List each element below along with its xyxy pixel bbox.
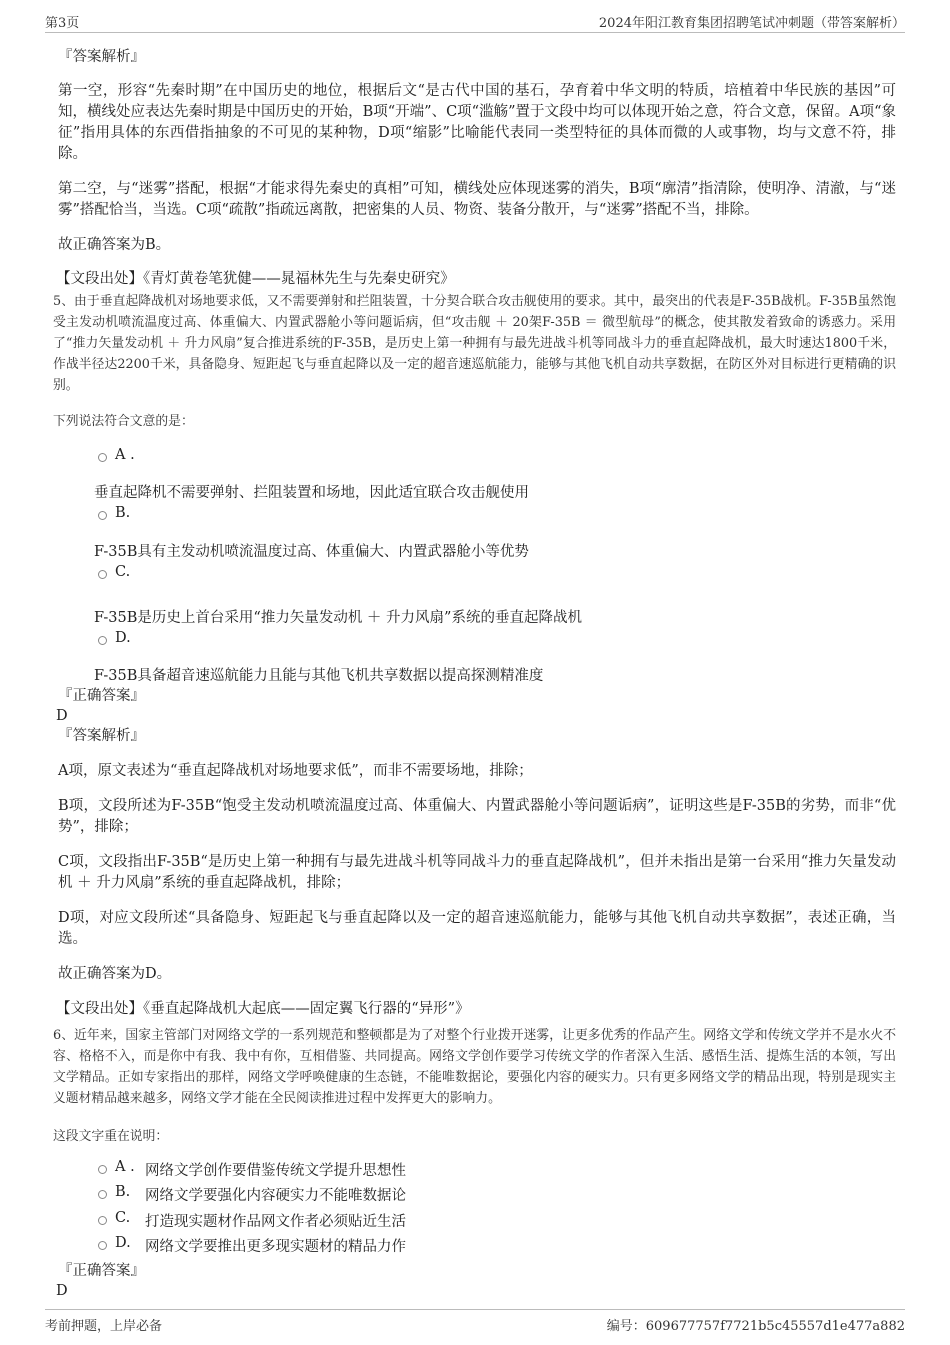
option-label: C. [115,1210,131,1226]
option-label: D. [115,1235,131,1251]
q4-conclusion: 故正确答案为B。 [58,237,171,253]
radio-icon[interactable] [98,1216,107,1225]
q5-analysis-d: D项，对应文段所述“具备隐身、短距起飞与垂直起降以及一定的超音速巡航能力，能够与其他飞机自动共享数据”，表述正确，当选。 [58,910,896,947]
option-text: 网络文学创作要借鉴传统文学提升思想性 [145,1163,406,1179]
option-label: A . [115,447,135,463]
q6-option-c[interactable] [56,1210,896,1230]
page-footer [45,1309,905,1340]
q6-option-a[interactable] [56,1159,896,1179]
q5-analysis-a: A项，原文表述为“垂直起降战机对场地要求低”，而非不需要场地，排除； [58,763,533,779]
document-title: 2024年阳江教育集团招聘笔试冲刺题（带答案解析） [598,16,905,31]
option-label: B. [115,1184,131,1200]
option-label: A . [115,1159,135,1175]
q5-options [56,447,896,686]
page-number: 第3页 [45,16,80,31]
q6-answer-label: 『正确答案』 [58,1263,145,1279]
q5-prompt: 下列说法符合文意的是： [53,414,194,429]
q5-question-text: 5、由于垂直起降战机对场地要求低，又不需要弹射和拦阻装置，十分契合联合攻击舰使用的要求。其中，最突出的代表是F-35B战机。F-35B虽然饱受主发动机喷流温度过高、体重偏大、内置武器舱小等问题诟病，但“攻击舰 ＋ 20架F-35B ＝ 微型航母”的概念，使其散发着致命的诱惑力。采用了“推力矢量发动机 ＋ 升力风扇”复合推进系统的F-35B，是历史上第一种拥有与最先进战斗机等同战斗力的垂直起降战机，最大时速达1800千米，作战半径达2200千米，具备隐身、短距起飞与垂直起降以及一定的超音速巡航能力，能够与其他飞机自动共享数据，在防区外对目标进行更精确的识别。 [53,294,896,393]
option-label: C. [115,564,131,580]
radio-icon[interactable] [98,636,107,645]
q4-analysis-label: 『答案解析』 [58,49,145,65]
q5-option-c-text: F-35B是历史上首台采用“推力矢量发动机 ＋ 升力风扇”系统的垂直起降战机 [94,610,582,626]
q5-option-d-text: F-35B具备超音速巡航能力且能与其他飞机共享数据以提高探测精准度 [94,668,544,684]
option-label: D. [115,630,131,646]
q5-option-c[interactable] [56,564,896,584]
q4-analysis-p1: 第一空，形容“先秦时期”在中国历史的地位，根据后文“是古代中国的基石，孕育着中华文明的特质，培植着中华民族的基因”可知，横线处应表达先秦时期是中国历史的开始，B项“开端”、C项“滥觞”置于文段中均可以体现开始之意，符合文意，保留。A项“象征”指用具体的东西借指抽象的不可见的某种物，D项“缩影”比喻能代表同一类型特征的具体而微的人或事物，均与文意不符，排除。 [58,83,896,162]
q6-prompt: 这段文字重在说明： [53,1129,169,1144]
radio-icon[interactable] [98,570,107,579]
radio-icon[interactable] [98,511,107,520]
radio-icon[interactable] [98,453,107,462]
q4-source: 【文段出处】《青灯黄卷笔犹健——晁福林先生与先秦史研究》 [56,271,455,287]
q5-conclusion: 故正确答案为D。 [58,966,172,982]
q5-option-b[interactable] [56,505,896,525]
radio-icon[interactable] [98,1190,107,1199]
footer-code: 编号：609677757f7721b5c45557d1e477a882 [606,1319,905,1334]
q5-option-a-text: 垂直起降机不需要弹射、拦阻装置和场地，因此适宜联合攻击舰使用 [94,485,529,501]
q5-source: 【文段出处】《垂直起降战机大起底——固定翼飞行器的“异形”》 [56,1001,470,1017]
option-label: B. [115,505,131,521]
q5-option-b-text: F-35B具有主发动机喷流温度过高、体重偏大、内置武器舱小等优势 [94,544,529,560]
option-text: 网络文学要推出更多现实题材的精品力作 [145,1239,406,1255]
radio-icon[interactable] [98,1241,107,1250]
q5-option-a[interactable] [56,447,896,467]
page-content [53,45,896,1301]
page-header [45,0,905,33]
q5-analysis-b: B项，文段所述为F-35B“饱受主发动机喷流温度过高、体重偏大、内置武器舱小等问题诟病”，证明这些是F-35B的劣势，而非“优势”，排除； [58,798,896,835]
q4-analysis-p2: 第二空，与“迷雾”搭配，根据“才能求得先秦史的真相”可知，横线处应体现迷雾的消失，B项“廓清”指清除，使明净、清澈，与“迷雾”搭配恰当，当选。C项“疏散”指疏远离散，把密集的人员、物资、装备分散开，与“迷雾”搭配不当，排除。 [58,181,896,218]
q6-question-text: 6、近年来，国家主管部门对网络文学的一系列规范和整顿都是为了对整个行业拨开迷雾，让更多优秀的作品产生。网络文学和传统文学并不是水火不容、格格不入，而是你中有我、我中有你，互相借鉴、共同提高。网络文学创作要学习传统文学的作者深入生活、感悟生活、提炼生活的本领，写出文学精品。正如专家指出的那样，网络文学呼唤健康的生态链，不能唯数据论，要强化内容的硬实力。只有更多网络文学的精品出现，特别是现实主义题材精品越来越多，网络文学才能在全民阅读推进过程中发挥更大的影响力。 [53,1028,896,1106]
q6-option-b[interactable] [56,1184,896,1204]
footer-slogan: 考前押题，上岸必备 [45,1319,163,1334]
q6-options [56,1159,896,1255]
q5-analysis-c: C项，文段指出F-35B“是历史上第一种拥有与最先进战斗机等同战斗力的垂直起降战机”，但并未指出是第一台采用“推力矢量发动机 ＋ 升力风扇”系统的垂直起降战机，排除； [58,854,896,891]
radio-icon[interactable] [98,1165,107,1174]
q5-answer-label: 『正确答案』 [58,688,145,704]
q5-option-d[interactable] [56,630,896,650]
q6-answer: D [56,1283,68,1299]
q5-analysis-label: 『答案解析』 [58,728,145,744]
option-text: 网络文学要强化内容硬实力不能唯数据论 [145,1188,406,1204]
option-text: 打造现实题材作品网文作者必须贴近生活 [145,1214,406,1230]
q5-answer: D [56,708,68,724]
q6-option-d[interactable] [56,1235,896,1255]
